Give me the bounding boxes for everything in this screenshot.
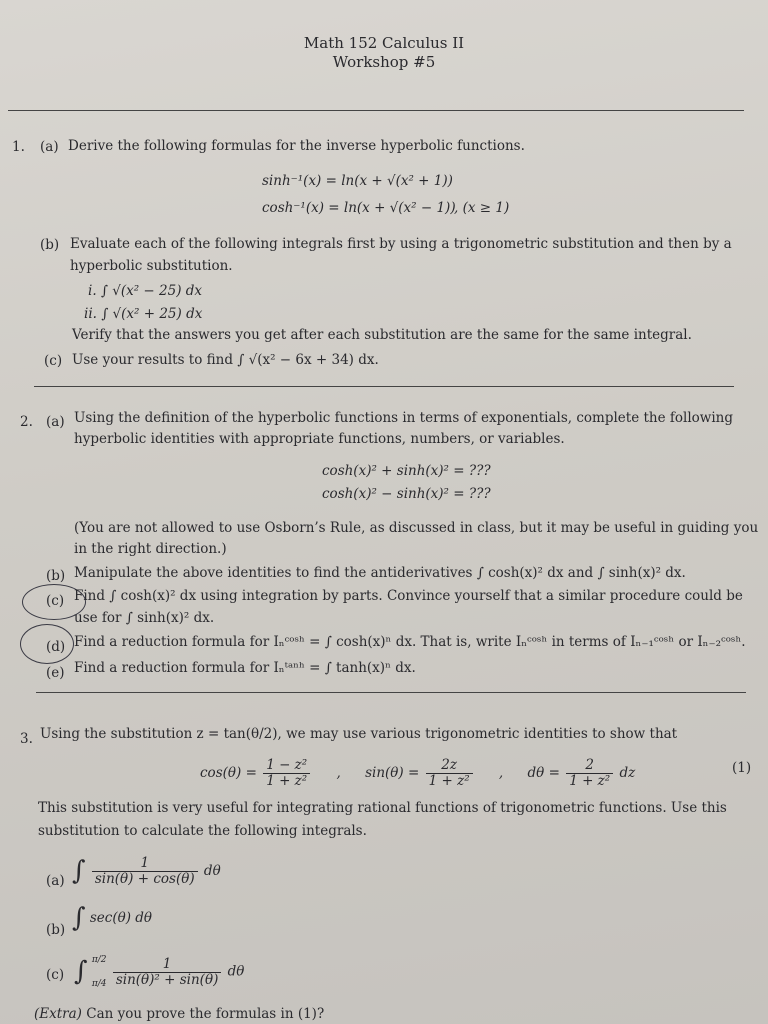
upper-limit: π/2 [91, 955, 107, 965]
problem-3a-numerator: 1 [92, 856, 198, 872]
problem-3b-expression: sec(θ) dθ [89, 910, 153, 926]
problem-3-number: 3. [20, 731, 33, 747]
problem-3c-integral [74, 948, 244, 996]
dtheta-tail: dz [619, 765, 636, 781]
problem-1b-verify: Verify that the answers you get after each substitution are the same for the same integral. [72, 327, 692, 343]
dtheta-lhs: dθ = [527, 765, 560, 781]
sin-lhs: sin(θ) = [365, 765, 420, 781]
problem-3a-label: (a) [46, 873, 65, 889]
problem-3a-denominator: sin(θ) + cos(θ) [94, 871, 195, 887]
integral-sign-icon: ∫ [72, 903, 86, 933]
problem-3c-fraction [113, 957, 222, 988]
problem-2c-label: (c) [46, 593, 65, 609]
separator: , [498, 765, 504, 781]
extra-label: (Extra) [34, 1006, 82, 1022]
cos-numerator: 1 − z² [263, 758, 310, 774]
problem-2c-text-line2: use for ∫ sinh(x)² dx. [74, 610, 215, 626]
equation-arcsinh: sinh⁻¹(x) = ln(x + √(x² + 1)) [262, 173, 453, 189]
problem-2d-text: Find a reduction formula for Iₙᶜᵒˢʰ = ∫ cosh(x)ⁿ dx. That is, write Iₙᶜᵒˢʰ in terms of Iₙ₋₁ᶜᵒˢʰ or Iₙ₋₂ᶜᵒˢʰ. [74, 634, 746, 650]
problem-1a-text: Derive the following formulas for the inverse hyperbolic functions. [68, 138, 525, 154]
equation-arccosh: cosh⁻¹(x) = ln(x + √(x² − 1)) [262, 200, 456, 216]
integral-ii: ii. ∫ √(x² + 25) dx [84, 306, 203, 322]
dtheta-numerator: 2 [566, 758, 613, 774]
problem-2a-label: (a) [46, 414, 65, 430]
problem-3c-numerator: 1 [113, 957, 222, 973]
problem-3b-integral [72, 903, 153, 933]
integral-sign-icon: ∫ [74, 956, 88, 987]
cos-lhs: cos(θ) = [200, 765, 257, 781]
problem-2a-text-line2: hyperbolic identities with appropriate functions, numbers, or variables. [74, 431, 565, 447]
problem-3c-dtheta: dθ [227, 963, 245, 980]
problem-3-body-line2: substitution to calculate the following integrals. [38, 823, 367, 839]
problem-2-note-line2: in the right direction.) [74, 541, 227, 557]
problem-1b-label: (b) [40, 237, 60, 253]
dtheta-denominator: 1 + z² [569, 773, 611, 789]
substitution-equations [200, 758, 635, 789]
problem-3b-label: (b) [46, 922, 66, 938]
divider [8, 110, 744, 111]
equation-arccosh-condition: , (x ≥ 1) [454, 200, 510, 216]
sin-denominator: 1 + z² [428, 773, 470, 789]
extra-text: Can you prove the formulas in (1)? [86, 1006, 325, 1022]
sin-numerator: 2z [426, 758, 473, 774]
divider [34, 386, 734, 387]
workshop-title: Workshop #5 [332, 53, 436, 71]
problem-2-number: 2. [20, 414, 33, 430]
problem-2c-text-line1: Find ∫ cosh(x)² dx using integration by parts. Convince yourself that a similar procedure could be [74, 588, 743, 604]
problem-2a-text-line1: Using the definition of the hyperbolic functions in terms of exponentials, complete the following [74, 410, 733, 426]
problem-3a-fraction [92, 856, 198, 887]
lower-limit: π/4 [91, 979, 107, 989]
problem-1a-label: (a) [40, 139, 59, 155]
problem-3-intro: Using the substitution z = tan(θ/2), we may use various trigonometric identities to show that [40, 726, 678, 742]
problem-1b-text-line1: Evaluate each of the following integrals first by using a trigonometric substitution and then by a [70, 236, 732, 252]
integral-limits [92, 948, 107, 996]
problem-2e-text: Find a reduction formula for Iₙᵗᵃⁿʰ = ∫ tanh(x)ⁿ dx. [74, 660, 416, 676]
integral-sign-icon: ∫ [72, 856, 86, 886]
problem-1c-text: Use your results to find ∫ √(x² − 6x + 34) dx. [72, 352, 379, 368]
extra-question [34, 1006, 324, 1023]
integral-i: i. ∫ √(x² − 25) dx [88, 283, 203, 299]
problem-3-body-line1: This substitution is very useful for integrating rational functions of trigonometric functions. Use this [38, 800, 727, 816]
problem-2-note-line1: (You are not allowed to use Osborn’s Rule, as discussed in class, but it may be useful in guiding you [74, 520, 759, 536]
problem-3a-dtheta: dθ [203, 863, 221, 879]
problem-3c-denominator: sin(θ)² + sin(θ) [115, 971, 219, 988]
cos-fraction [263, 758, 310, 789]
course-title: Math 152 Calculus II [303, 34, 465, 52]
problem-3a-integral [72, 856, 221, 887]
sin-fraction [426, 758, 473, 789]
identity-sum: cosh(x)² + sinh(x)² = ??? [322, 463, 491, 479]
problem-2e-label: (e) [46, 665, 65, 681]
identity-difference: cosh(x)² − sinh(x)² = ??? [322, 486, 491, 502]
problem-1c-label: (c) [44, 353, 63, 369]
problem-2b-label: (b) [46, 568, 66, 584]
divider [36, 692, 746, 693]
equation-number: (1) [732, 760, 752, 776]
separator: , [336, 765, 341, 781]
cos-denominator: 1 + z² [266, 773, 308, 789]
dtheta-fraction [566, 758, 613, 789]
problem-3c-label: (c) [46, 967, 65, 983]
problem-2d-label: (d) [46, 639, 66, 655]
problem-1b-text-line2: hyperbolic substitution. [70, 258, 233, 274]
problem-1-number: 1. [12, 139, 25, 155]
problem-2b-text: Manipulate the above identities to find the antiderivatives ∫ cosh(x)² dx and ∫ sinh(x)² dx. [74, 565, 686, 581]
